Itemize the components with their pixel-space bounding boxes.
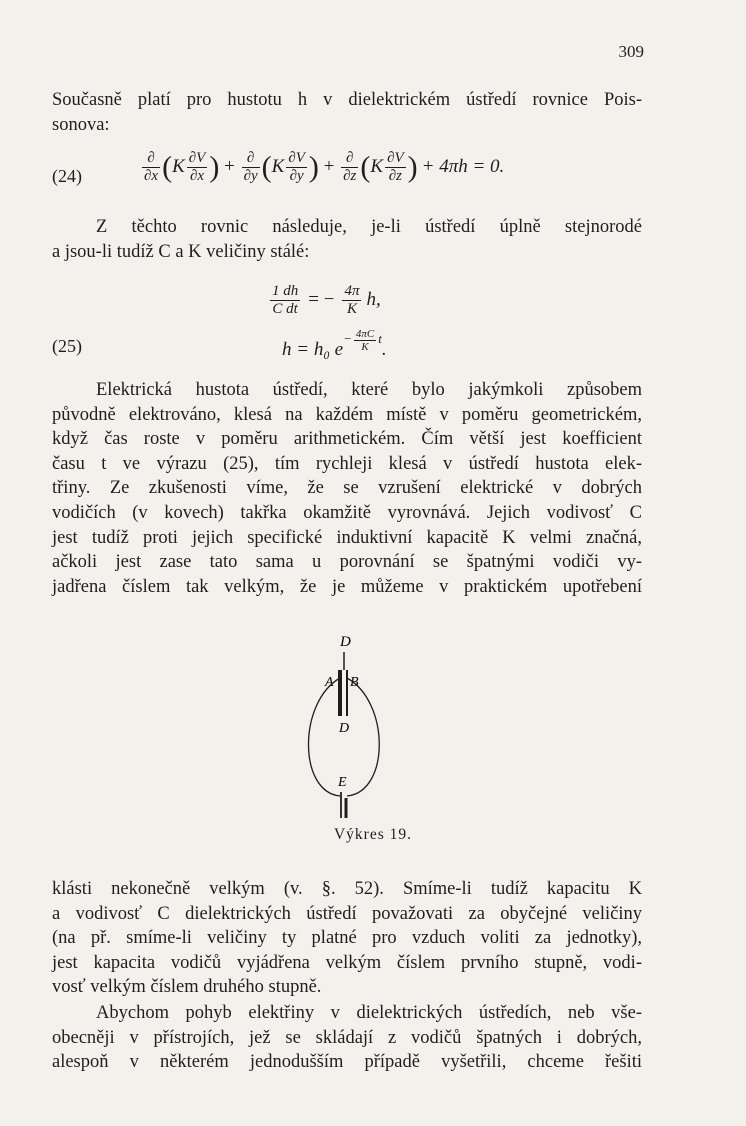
- body-paragraph-1: [52, 378, 642, 599]
- figure-19-diagram: [290, 632, 400, 822]
- fraction: $\frac{1 dh}{\text{C dt}}$: [272, 283, 299, 317]
- equation-25-line-2: h = h₀ $e^{- \frac{4\pi C}{K} t}$.: [282, 328, 387, 360]
- text-line: Elektrická hustota ústředí, které bylo jakýmkoli způsobem: [96, 380, 642, 400]
- text-line: ačkoli jest zase tato sama u porovnání se špatnými vodiči vy-: [52, 552, 642, 573]
- text-line: a jsou-li tudíž C a K veličiny stálé:: [52, 241, 310, 262]
- fraction: $\frac{4\pi C}{K}$: [355, 328, 375, 353]
- label-a: A: [325, 675, 334, 690]
- body-paragraph-2: [52, 877, 642, 1000]
- text-line: sonova:: [52, 114, 110, 135]
- equation-24: $\frac{\partial}{\partial x}$ (K $\frac{\partial V}{\partial x}$ ) + $\frac{\partial}{\partial y}$ (K $\frac{\partial V}{\partial y}$ ) + $\frac{\partial}{\partial z}$ (K $\frac{\partial V}{\partial z}$ ) + 4πh = 0.: [144, 150, 505, 184]
- page-number: 309: [618, 42, 644, 61]
- text-line: vodičích (v kovech) takřka okamžitě vyrovnává. Jejich vodivosť C: [52, 502, 642, 523]
- equation-24-label: (24): [52, 166, 82, 186]
- text-line: vosť velkým číslem druhého stupně.: [52, 977, 322, 998]
- text-line: když čas roste v poměru arithmetickém. Čím větší jest koefficient: [52, 429, 642, 450]
- equation-25-line-1: $\frac{1 dh}{\text{C dt}}$ = − $\frac{4\pi}{K}$ h,: [272, 283, 381, 317]
- text-line: Abychom pohyb elektřiny v dielektrických ústředích, neb vše-: [96, 1003, 642, 1023]
- text-line: jadřena číslem tak velkým, že je můžeme v praktickém upotřebení: [52, 576, 642, 597]
- circuit-wire-left: [309, 678, 341, 796]
- label-d-top: D: [340, 634, 351, 650]
- label-e: E: [338, 775, 347, 790]
- text-line: klásti nekonečně velkým (v. §. 52). Smíme-li tudíž kapacitu K: [52, 879, 642, 899]
- text-line: jest tudíž proti jejich specifické induktivní kapacitě K velmi značná,: [52, 527, 642, 548]
- figure-caption: Výkres 19.: [333, 826, 413, 843]
- fraction: $\frac{4\pi}{K}$: [344, 283, 360, 317]
- fraction: $\frac{\partial}{\partial y}$: [243, 150, 258, 184]
- fraction: $\frac{\partial V}{\partial y}$: [288, 150, 305, 184]
- text-line: a vodivosť C dielektrických ústředí považovati za obyčejné veličiny: [52, 903, 642, 924]
- fraction: $\frac{\partial}{\partial x}$: [144, 150, 159, 184]
- equation-25-label: (25): [52, 336, 82, 356]
- circuit-wire-right: [347, 678, 379, 796]
- body-paragraph-3: [52, 1001, 642, 1075]
- fraction: $\frac{\partial V}{\partial z}$: [387, 150, 404, 184]
- text-line: původně elektrováno, klesá na každém místě v poměru geometrickém,: [52, 404, 642, 425]
- text-line: (na př. smíme-li veličiny ty platné pro vzduch voliti za jednotky),: [52, 928, 642, 949]
- text-line: Z těchto rovnic následuje, je-li ústředí úplně stejnorodé: [96, 217, 642, 237]
- middle-paragraph: [52, 215, 642, 264]
- text-line: třiny. Ze zkušenosti víme, že se vzrušení elektrické v dobrých: [52, 478, 642, 499]
- label-d-middle: D: [339, 721, 350, 736]
- fraction: $\frac{\partial}{\partial z}$: [343, 150, 357, 184]
- fraction: $\frac{\partial V}{\partial x}$: [188, 150, 206, 184]
- intro-paragraph: [52, 88, 642, 137]
- text-line: alespoň v některém jednodušším případě vyšetřili, chceme řešiti: [52, 1052, 642, 1073]
- text-line: jest kapacita vodičů vyjádřena velkým číslem prvního stupně, vodi-: [52, 952, 642, 973]
- text-line: obecněji v přístrojích, jež se skládají z vodičů špatných i dobrých,: [52, 1027, 642, 1048]
- text-line: času t ve výrazu (25), tím rychleji klesá v ústředí hustota elek-: [52, 453, 642, 474]
- text-line: Současně platí pro hustotu h v dielektrickém ústředí rovnice Pois-: [52, 90, 642, 110]
- label-b: B: [350, 675, 359, 690]
